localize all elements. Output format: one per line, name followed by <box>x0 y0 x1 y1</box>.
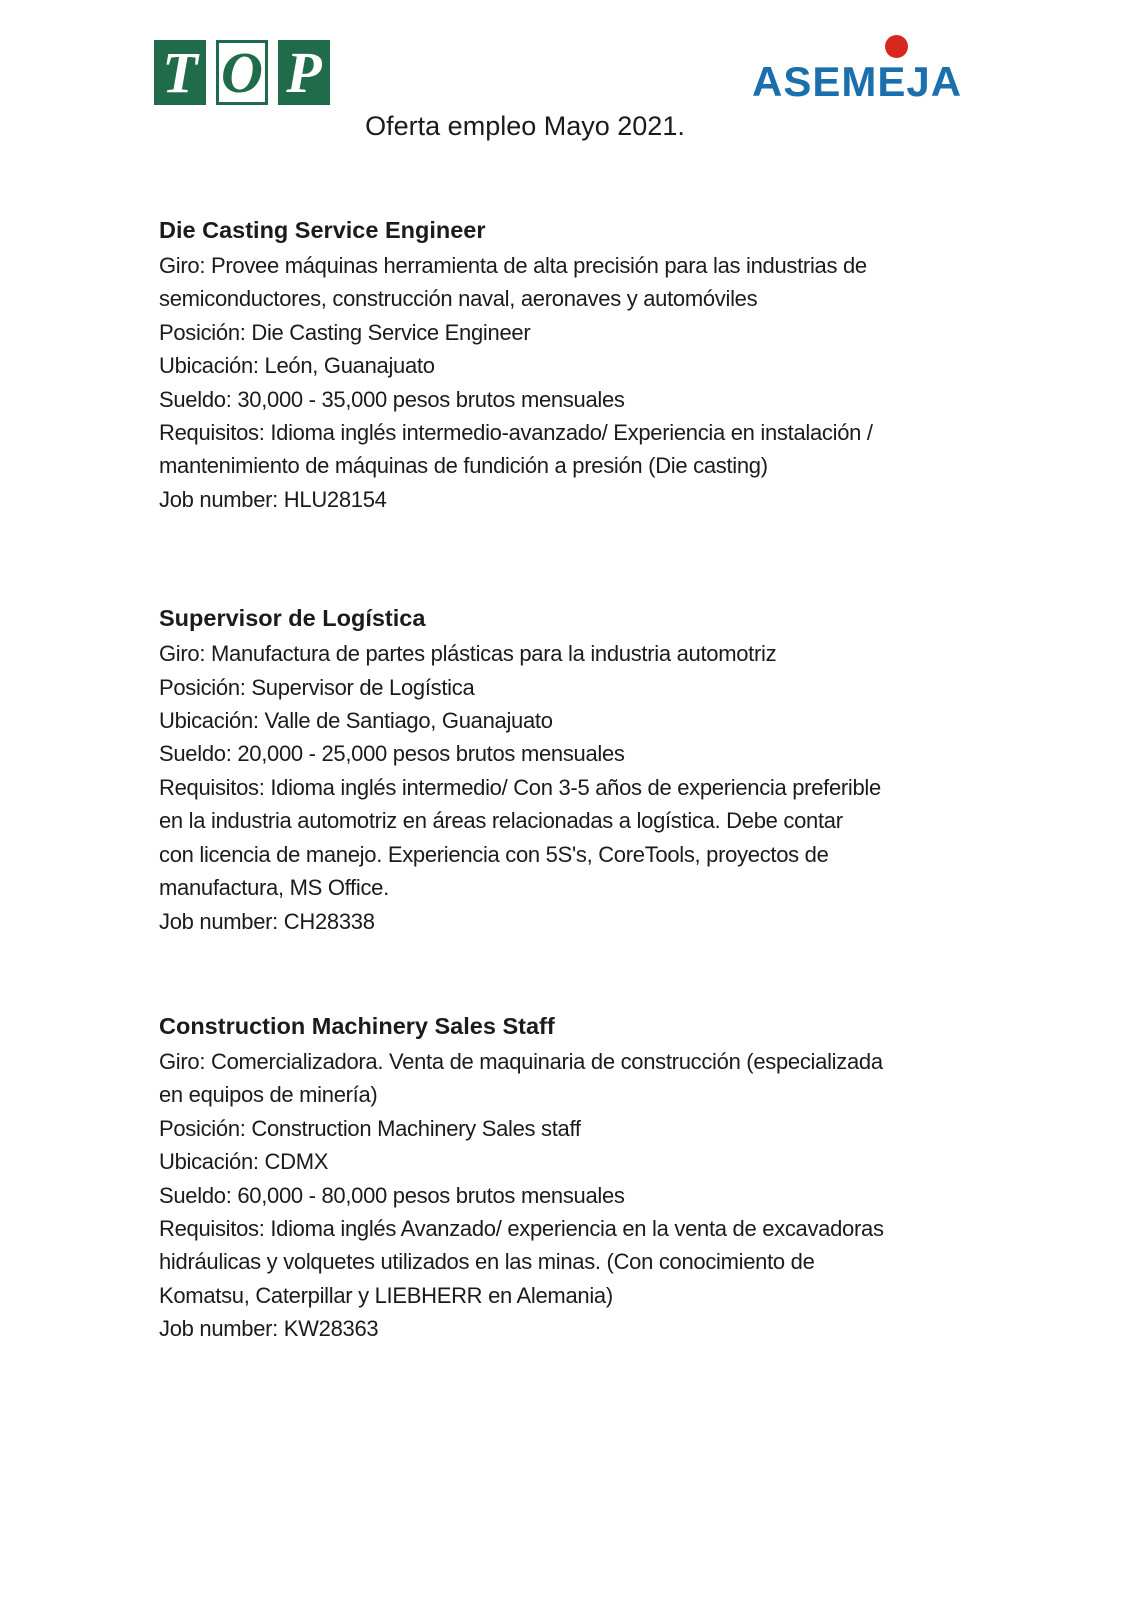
job-line: Job number: CH28338 <box>159 908 375 934</box>
job-line: con licencia de manejo. Experiencia con 5S's, CoreTools, proyectos de <box>159 841 829 867</box>
top-logo <box>154 40 330 105</box>
job-section-supervisor-logistica <box>159 600 929 938</box>
job-line: manufactura, MS Office. <box>159 875 389 901</box>
asemeja-logo-text: ASEMEJA <box>752 58 963 105</box>
job-line: Giro: Manufactura de partes plásticas para la industria automotriz <box>159 641 777 667</box>
page-title: Oferta empleo Mayo 2021. <box>365 111 685 141</box>
job-listings <box>159 212 929 1346</box>
job-line: en equipos de minería) <box>159 1082 378 1108</box>
job-line: en la industria automotriz en áreas relacionadas a logística. Debe contar <box>159 808 843 834</box>
job-heading: Supervisor de Logística <box>159 605 426 632</box>
job-line: Sueldo: 60,000 - 80,000 pesos brutos mensuales <box>159 1182 625 1208</box>
job-line: Posición: Supervisor de Logística <box>159 674 475 700</box>
job-line: Requisitos: Idioma inglés intermedio-avanzado/ Experiencia en instalación / <box>159 420 873 446</box>
job-line: mantenimiento de máquinas de fundición a presión (Die casting) <box>159 453 768 479</box>
top-logo-letter-t: T <box>162 39 198 105</box>
job-line: Ubicación: CDMX <box>159 1149 329 1175</box>
job-line: Requisitos: Idioma inglés Avanzado/ experiencia en la venta de excavadoras <box>159 1215 884 1241</box>
job-heading: Die Casting Service Engineer <box>159 217 486 243</box>
job-line: Posición: Die Casting Service Engineer <box>159 319 531 345</box>
job-line: Sueldo: 30,000 - 35,000 pesos brutos mensuales <box>159 386 625 412</box>
job-line: Komatsu, Caterpillar y LIEBHERR en Alemania) <box>159 1282 613 1308</box>
top-logo-square-o <box>216 40 268 105</box>
top-logo-square-t <box>154 40 206 105</box>
top-logo-square-p <box>278 40 330 105</box>
job-line: Posición: Construction Machinery Sales staff <box>159 1115 581 1141</box>
job-line: Giro: Comercializadora. Venta de maquinaria de construcción (especializada <box>159 1048 883 1074</box>
job-line: Giro: Provee máquinas herramienta de alta precisión para las industrias de <box>159 253 867 278</box>
job-line: Ubicación: León, Guanajuato <box>159 353 435 379</box>
job-line: Job number: KW28363 <box>159 1316 379 1342</box>
job-line: Sueldo: 20,000 - 25,000 pesos brutos mensuales <box>159 741 625 767</box>
job-line: Job number: HLU28154 <box>159 486 387 512</box>
job-line: Ubicación: Valle de Santiago, Guanajuato <box>159 708 553 734</box>
job-section-die-casting <box>159 212 929 516</box>
job-line: hidráulicas y volquetes utilizados en las minas. (Con conocimiento de <box>159 1249 815 1275</box>
job-heading: Construction Machinery Sales Staff <box>159 1012 555 1039</box>
top-logo-letter-o: O <box>221 39 263 105</box>
top-logo-letter-p: P <box>286 39 322 105</box>
job-section-construction-machinery <box>159 1008 929 1346</box>
asemeja-red-dot-icon <box>885 35 908 58</box>
job-line: semiconductores, construcción naval, aeronaves y automóviles <box>159 286 758 312</box>
job-line: Requisitos: Idioma inglés intermedio/ Con 3-5 años de experiencia preferible <box>159 774 881 800</box>
